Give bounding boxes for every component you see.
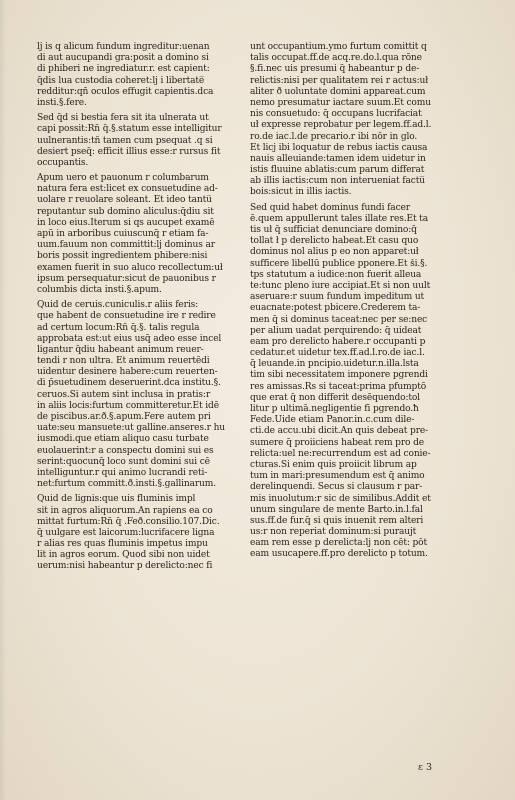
text-line: uulnerantis:tñ tamen cum psequat .q si — [37, 135, 213, 146]
text-line: bois:sicut in illis iactis. — [250, 187, 352, 198]
text-line: sit in agros aliquorum.An rapiens ea co — [37, 505, 213, 516]
folio-signature: ε 3 — [418, 762, 432, 773]
text-line: Sed q̄d si bestia fera sit ita ulnerata ut — [37, 113, 209, 124]
text-line: tollat ł p derelicto habeat.Et casu quo — [250, 236, 419, 247]
text-line: cti.de accu.ubi dicit.An quis debeat pre- — [250, 426, 429, 437]
text-line: res amissas.Rs si taceat:prima pfumptō — [250, 381, 427, 392]
right-text-column — [250, 42, 460, 561]
text-line: talis occupat.ff.de acq.re.do.l.qua rōne — [250, 53, 422, 64]
text-line: unum singulare de mente Barto.in.l.fal — [250, 504, 423, 515]
text-line: relictis:nisi per qualitatem rei r actus:uł — [250, 75, 429, 86]
text-line: q̄ leuande.in pncipio.uidetur.n.illa.lsta — [250, 359, 419, 370]
text-line: q̄ uulgare est laicorum:lucrifacere ligna — [37, 527, 215, 538]
text-line: tis uł q̄ sufficiat denunciare domino:q̄ — [250, 225, 417, 235]
text-line: r alias res quas fluminis impetus impu — [37, 539, 208, 550]
text-line: Apum uero et pauonum r columbarum — [37, 173, 209, 184]
text-line: §.fi.nec uis presumi q̄ habeantur p de- — [250, 64, 420, 75]
text-line: Et licj ibi loquatur de rebus iactis causa — [250, 142, 428, 153]
text-line: approbata est:ut eius usq̄ adeo esse incel — [37, 333, 222, 344]
text-line: Fede.Uide etiam Panor.in.c.cum dile- — [250, 415, 415, 426]
text-line: di p̄suetudinem deseruerint.dca institu.§. — [37, 378, 221, 389]
text-line: lit in agros eorum. Quod sibi non uidet — [37, 550, 210, 561]
text-line: ipsum persequatur:sicut de pauonibus r — [37, 273, 216, 284]
text-line: q̄dis lua custodia coheret:lj i libertate̅ — [37, 75, 205, 86]
text-line: reputantur sub domino aliculus:q̄diu sit — [37, 206, 214, 217]
text-line: sufficere libellū publice pponere.Et ši.§. — [250, 258, 428, 269]
text-line: uerum:nisi habeantur p derelicto:nec fi — [37, 561, 213, 572]
text-line: euolauerint:r a conspectu domini sui es — [37, 445, 214, 456]
text-line: uolare r reuolare soleant. Et ideo tantu̅ — [37, 195, 212, 206]
text-line: insti.§.fere. — [37, 97, 87, 108]
text-line: unt occupantium.ymo furtum comittit q — [250, 42, 427, 52]
text-line: nauis alleuiande:tamen idem uidetur in — [250, 153, 426, 164]
text-line: boris possit ingredientem phibere:nisi — [37, 251, 208, 262]
text-line: natura fera est:licet ex consuetudine ad- — [37, 184, 218, 195]
text-line: nemo presumatur iactare suum.Et comu — [250, 97, 431, 108]
text-line: serint:quocunq̄ loco sunt domini sui cē — [37, 456, 210, 467]
text-line: sus.ff.de fur.q̄ si quis inuenit rem alteri — [250, 515, 424, 526]
text-line: cturas.Si enim quis proiicit librum ap — [250, 459, 417, 470]
text-line: Sed quid habet dominus fundi facer — [250, 202, 410, 213]
text-line: ad certum locum:Rn̄ q̄.§. talis regula — [37, 322, 200, 333]
text-line: examen fuerit in suo aluco recollectum:uł — [37, 262, 223, 273]
text-line: net:furtum committ.ð.insti.§.gallinarum. — [37, 479, 216, 490]
text-line: dominus nol alius p eo non apparet:uł — [250, 247, 419, 258]
text-line: uum.fauum non committit:lj dominus ar — [37, 240, 215, 251]
text-line: Quid de ceruis.cuniculis.r aliis feris: — [37, 300, 199, 311]
text-line: que erat q̄ non differit desēquendo:tol — [250, 392, 420, 403]
text-line: euacnate:potest pbicere.Crederem ta- — [250, 303, 421, 314]
text-line: Quid de lignis:que uis fluminis impl — [37, 494, 196, 505]
text-line: di phiberi ne ingrediatur.r. est capient: — [37, 64, 210, 75]
text-line: redditur:qñ oculos effugit capientis.dca — [37, 86, 214, 97]
text-line: ē.quem appullerunt tales illate res.Et ta — [250, 213, 428, 224]
text-line: aliter ð uoluntate domini appareat.cum — [250, 86, 426, 97]
text-line: ligantur q̄diu habeant animum reuer- — [37, 344, 204, 355]
text-line: tum in mari:presumendum est q̄ animo — [250, 471, 425, 482]
text-line: in aliis locis:furtum committeretur.Et idē — [37, 400, 219, 411]
text-line: men q̄ si dominus taceat:nec per se:nec — [250, 314, 428, 325]
text-line: ro.de iac.l.de precario.r ibi nōr in glo. — [250, 131, 418, 142]
text-line: de piscibus.ar.ð.§.apum.Fere autem pri — [37, 412, 211, 422]
text-line: capi possit:Rn̄ q̄.§.statum esse intelligitur — [37, 124, 222, 135]
text-line: apū in arboribus cuiuscunq̄ r etiam fa- — [37, 229, 209, 239]
text-line: ceruos.Si autem sint inclusa in pratis:r — [37, 389, 211, 400]
text-line: eam rem esse p derelicta:lj non cēt: pōt — [250, 538, 427, 549]
text-line: tps statutum a iudice:non fuerit alleua — [250, 269, 422, 280]
text-line: us:r non reperiat dominum:si puraujt — [250, 527, 417, 538]
text-line: lj is q alicum fundum ingreditur:uenan — [37, 42, 210, 52]
text-line: eam usucapere.ff.pro derelicto p totum. — [250, 549, 428, 560]
text-line: uate:seu mansuete:ut galline.anseres.r hu — [37, 423, 225, 434]
text-line: istis fluuine ablatis:cum parum differat — [250, 165, 425, 176]
text-line: mittat furtum:Rn̄ q̄ .Feð.consilio.107.Dic. — [37, 516, 220, 527]
text-line: nis consuetudo: q̄ occupans lucrifaciat — [250, 109, 422, 120]
text-line: di aut aucupandi gra:posit a domino si — [37, 53, 209, 64]
text-line: tim sibi necessitatem imponere pgrendi — [250, 370, 428, 381]
text-line: uidentur desinere habere:cum reuerten- — [37, 367, 218, 378]
text-line: te:tunc pleno iure accipiat.Et si non uult — [250, 280, 431, 291]
text-line: relicta:uel ne:recurrendum est ad conie- — [250, 448, 431, 459]
text-line: eam pro derelicto habere.r occupanti p — [250, 336, 426, 347]
left-text-column — [37, 42, 230, 573]
text-line: in loco eius.Iterum si qs aucupet examē — [37, 217, 215, 228]
text-line: per alium uadat perquirendo: q̄ uideat — [250, 325, 422, 336]
text-line: iusmodi.que etiam aliquo casu turbate — [37, 434, 209, 445]
text-line: ab illis iactis:cum non interueniat factu̅ — [250, 176, 425, 187]
text-line: tendi r non ultra. Et animum reuertēdi — [37, 356, 210, 367]
text-line: desiert pseq̄: efficit illius esse:r rursus fit — [37, 146, 221, 157]
text-line: cedatur.et uidetur tex.ff.ad.l.ro.de iac.l. — [250, 348, 425, 359]
text-line: sumere q̄ proiiciens habeat rem pro de — [250, 437, 424, 448]
text-line: aseruare:r suum fundum impeditum ut — [250, 292, 425, 303]
text-line: litur p ultimā.negligentie fi pgrendo.ħ — [250, 404, 419, 414]
text-line: mis inuolutum:r sic de similibus.Addit et — [250, 493, 431, 504]
text-line: derelinquendi. Secus si clausum r par- — [250, 482, 423, 493]
text-line: occupantis. — [37, 157, 89, 168]
text-line: columbis dicta insti.§.apum. — [37, 284, 162, 295]
text-line: uł expresse reprobatur per legem.ff.ad.l. — [250, 120, 432, 131]
text-line: que habent de consuetudine ire r redire — [37, 311, 216, 322]
left-edge-shade — [0, 0, 6, 800]
text-line: intelliguntur.r qui animo lucrandi reti- — [37, 467, 208, 478]
